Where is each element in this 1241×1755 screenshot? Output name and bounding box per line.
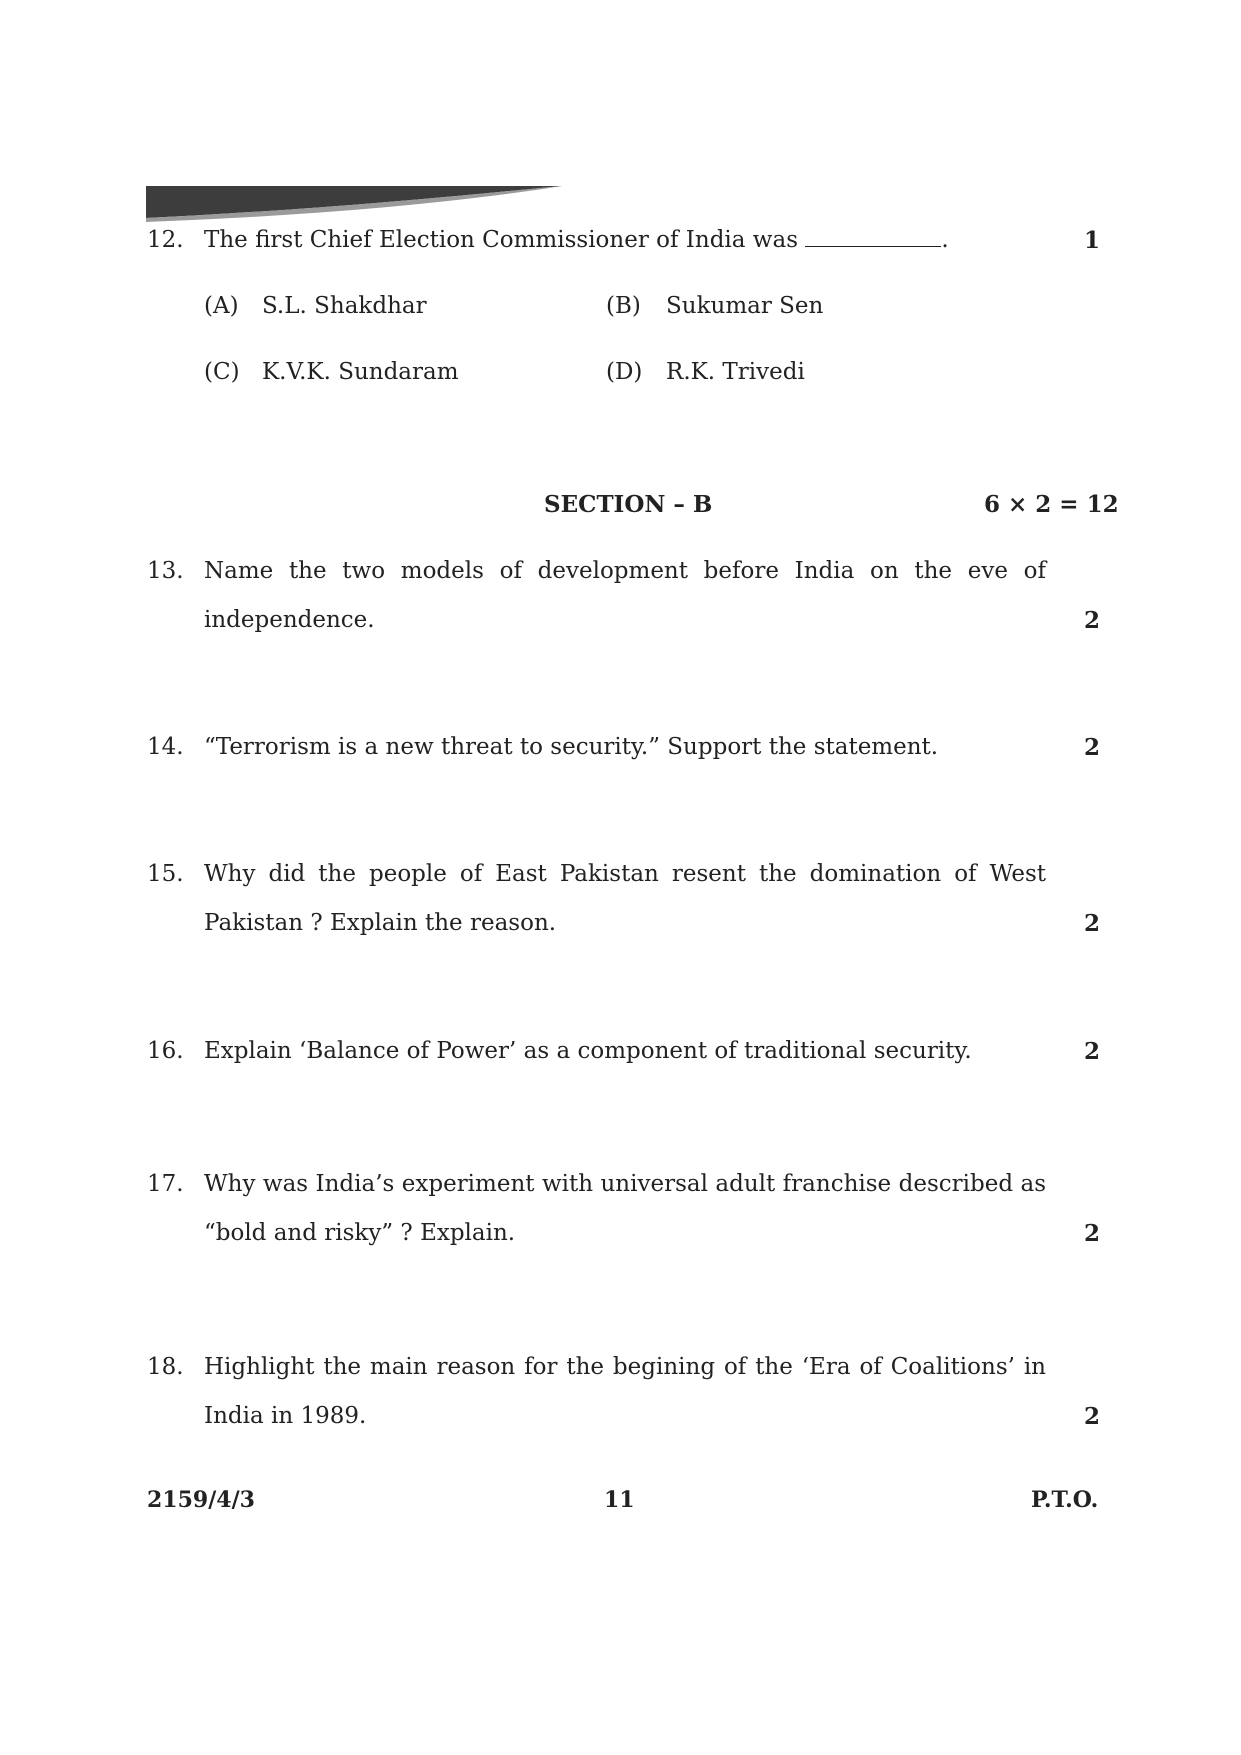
question-number: 14. [147, 734, 184, 760]
please-turn-over: P.T.O. [1031, 1487, 1099, 1513]
question-marks: 2 [1083, 1220, 1100, 1247]
question-text-line1: “Terrorism is a new threat to security.” Support the statement. [204, 734, 939, 760]
question-marks: 2 [1083, 1403, 1100, 1430]
question-text-line1: Why was India’s experiment with universal adult franchise described as [204, 1171, 1046, 1197]
question-number: 15. [147, 861, 184, 887]
question-text-line1: Highlight the main reason for the begining of the ‘Era of Coalitions’ in [204, 1354, 1046, 1380]
question-text-line2: India in 1989. [204, 1403, 367, 1429]
question-text-line2: Pakistan ? Explain the reason. [204, 910, 557, 936]
question-text-line2: “bold and risky” ? Explain. [204, 1220, 516, 1246]
question-12 [0, 216, 1241, 265]
question-text: The first Chief Election Commissioner of India was . [204, 227, 949, 253]
question-marks: 2 [1083, 734, 1100, 761]
option-a-label: (A) [204, 293, 239, 319]
paper-code: 2159/4/3 [147, 1487, 255, 1513]
question-number: 13. [147, 558, 184, 584]
option-d-label: (D) [606, 359, 643, 385]
question-14 [0, 723, 1241, 772]
question-number: 18. [147, 1354, 184, 1380]
question-text-line1: Name the two models of development before India on the eve of [204, 558, 1046, 584]
question-number: 12. [147, 227, 184, 253]
section-marks-scheme: 6 × 2 = 12 [984, 491, 1119, 518]
question-number: 16. [147, 1038, 184, 1064]
option-c-text: K.V.K. Sundaram [262, 359, 459, 385]
option-c-label: (C) [204, 359, 240, 385]
option-a-text: S.L. Shakdhar [262, 293, 427, 319]
question-marks: 2 [1083, 607, 1100, 634]
option-d-text: R.K. Trivedi [666, 359, 805, 385]
page-number: 11 [604, 1487, 635, 1513]
question-16 [0, 1027, 1241, 1076]
question-text-line1: Explain ‘Balance of Power’ as a component of traditional security. [204, 1038, 972, 1064]
answer-blank [805, 226, 941, 247]
question-text-line2: independence. [204, 607, 375, 633]
option-b-text: Sukumar Sen [666, 293, 824, 319]
section-title: SECTION – B [544, 491, 713, 518]
question-marks: 1 [1083, 227, 1100, 254]
question-marks: 2 [1083, 1038, 1100, 1065]
question-15 [0, 850, 1241, 948]
option-b-label: (B) [606, 293, 641, 319]
question-marks: 2 [1083, 910, 1100, 937]
question-text-line1: Why did the people of East Pakistan resent the domination of West [204, 861, 1046, 887]
question-18 [0, 1343, 1241, 1441]
question-number: 17. [147, 1171, 184, 1197]
question-13 [0, 547, 1241, 645]
question-17 [0, 1160, 1241, 1258]
